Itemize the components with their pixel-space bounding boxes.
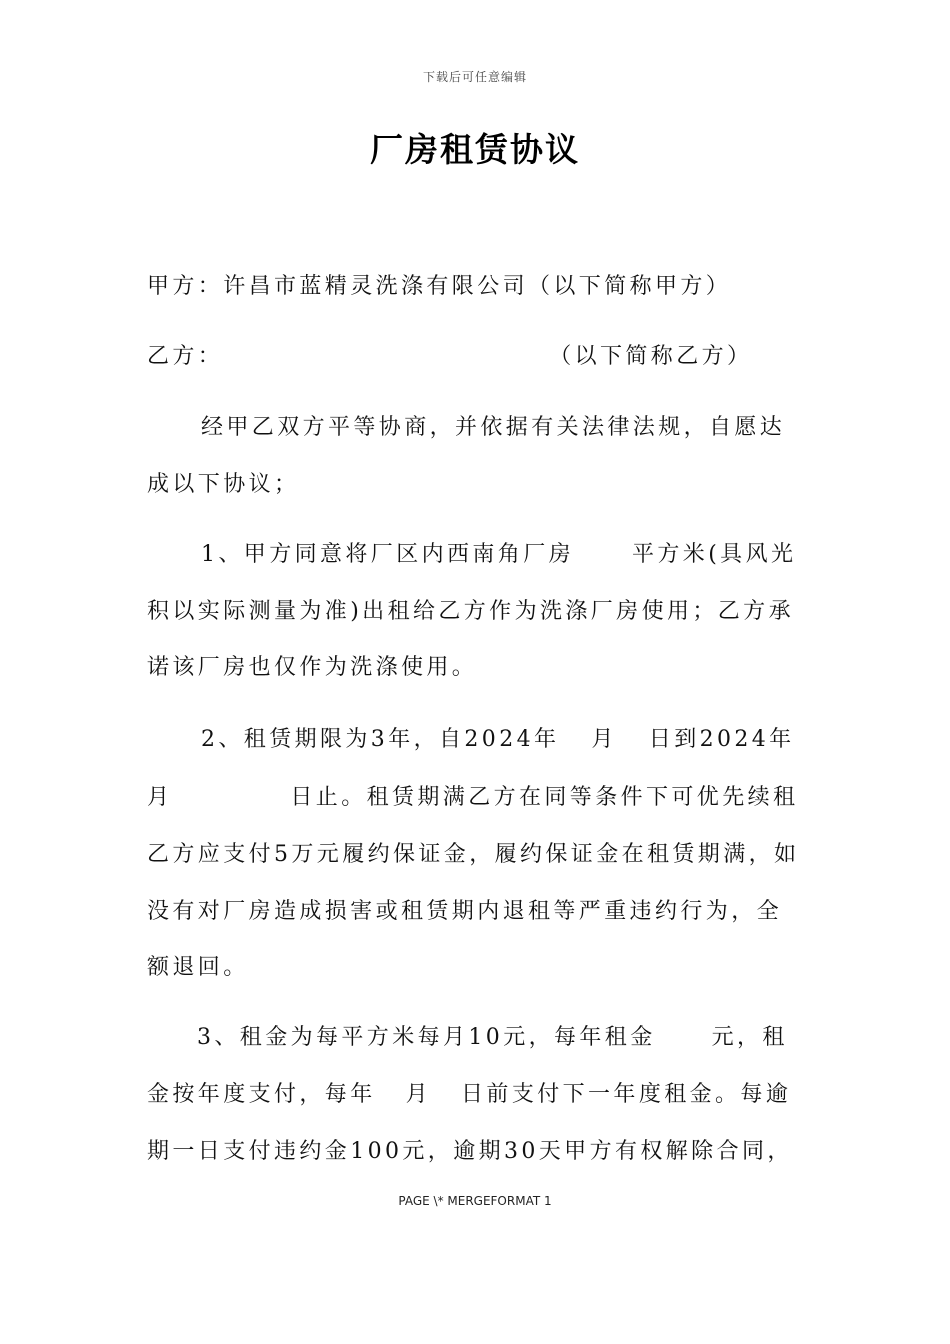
clause-2-text-3: 乙方应支付5万元履约保证金，履约保证金在租赁期满，如 xyxy=(147,842,800,867)
party-b-line xyxy=(147,342,807,372)
clause-2-text-4: 没有对厂房造成损害或租赁期内退租等严重违约行为，全 xyxy=(147,899,783,924)
clause-2-text-1a: 2、租赁期限为3年，自2024年 xyxy=(201,727,560,752)
clause-3-text-3: 期一日支付违约金100元，逾期30天甲方有权解除合同， xyxy=(147,1139,793,1164)
clause-3-text-1b: 元，租 xyxy=(711,1025,788,1050)
clause-2-line-3 xyxy=(147,840,807,870)
clause-2-text-2b: 日止。租赁期满乙方在同等条件下可优先续租 xyxy=(290,785,799,810)
intro-line-2 xyxy=(147,470,807,500)
intro-text-1: 经甲乙双方平等协商，并依据有关法律法规，自愿达 xyxy=(201,415,786,440)
header-note: 下载后可任意编辑 xyxy=(422,70,527,84)
clause-2-line-4 xyxy=(147,897,807,927)
clause-1-text-3: 诺该厂房也仅作为洗涤使用。 xyxy=(147,655,478,680)
intro-line-1 xyxy=(201,413,861,443)
clause-2-text-1c: 日到2024年 xyxy=(648,727,795,752)
clause-2-text-5: 额退回。 xyxy=(147,955,249,980)
clause-3-text-1a: 3、租金为每平方米每月10元，每年租金 xyxy=(197,1025,656,1050)
clause-1-text-1a: 1、甲方同意将厂区内西南角厂房 xyxy=(201,542,574,567)
clause-3-text-2c: 日前支付下一年度租金。每逾 xyxy=(461,1082,792,1107)
clause-3-text-2b: 月 xyxy=(405,1082,432,1107)
clause-1-line-2 xyxy=(147,597,807,627)
clause-2-text-2a: 月 xyxy=(147,785,173,810)
clause-3-text-2a: 金按年度支付，每年 xyxy=(147,1082,376,1107)
intro-text-2: 成以下协议； xyxy=(147,472,300,497)
clause-1-line-1 xyxy=(201,540,861,570)
clause-1-text-1b: 平方米(具风光 xyxy=(632,542,797,567)
party-b-suffix: （以下简称乙方） xyxy=(549,344,753,369)
clause-2-line-2 xyxy=(147,783,807,813)
clause-3-line-1 xyxy=(197,1023,857,1053)
party-a-text: 甲方：许昌市蓝精灵洗涤有限公司（以下简称甲方） xyxy=(147,274,732,299)
clause-1-line-3 xyxy=(147,653,807,683)
clause-2-line-1 xyxy=(201,725,861,755)
clause-1-text-2: 积以实际测量为准)出租给乙方作为洗涤厂房使用；乙方承 xyxy=(147,599,794,624)
party-b-label: 乙方： xyxy=(147,344,224,369)
page-footer: PAGE \* MERGEFORMAT 1 xyxy=(398,1194,552,1208)
clause-3-line-2 xyxy=(147,1080,807,1110)
clause-3-line-3 xyxy=(147,1137,807,1167)
document-title: 厂房租赁协议 xyxy=(370,130,580,169)
clause-2-text-1b: 月 xyxy=(591,727,617,752)
party-a-line xyxy=(147,272,807,302)
clause-2-line-5 xyxy=(147,953,807,983)
